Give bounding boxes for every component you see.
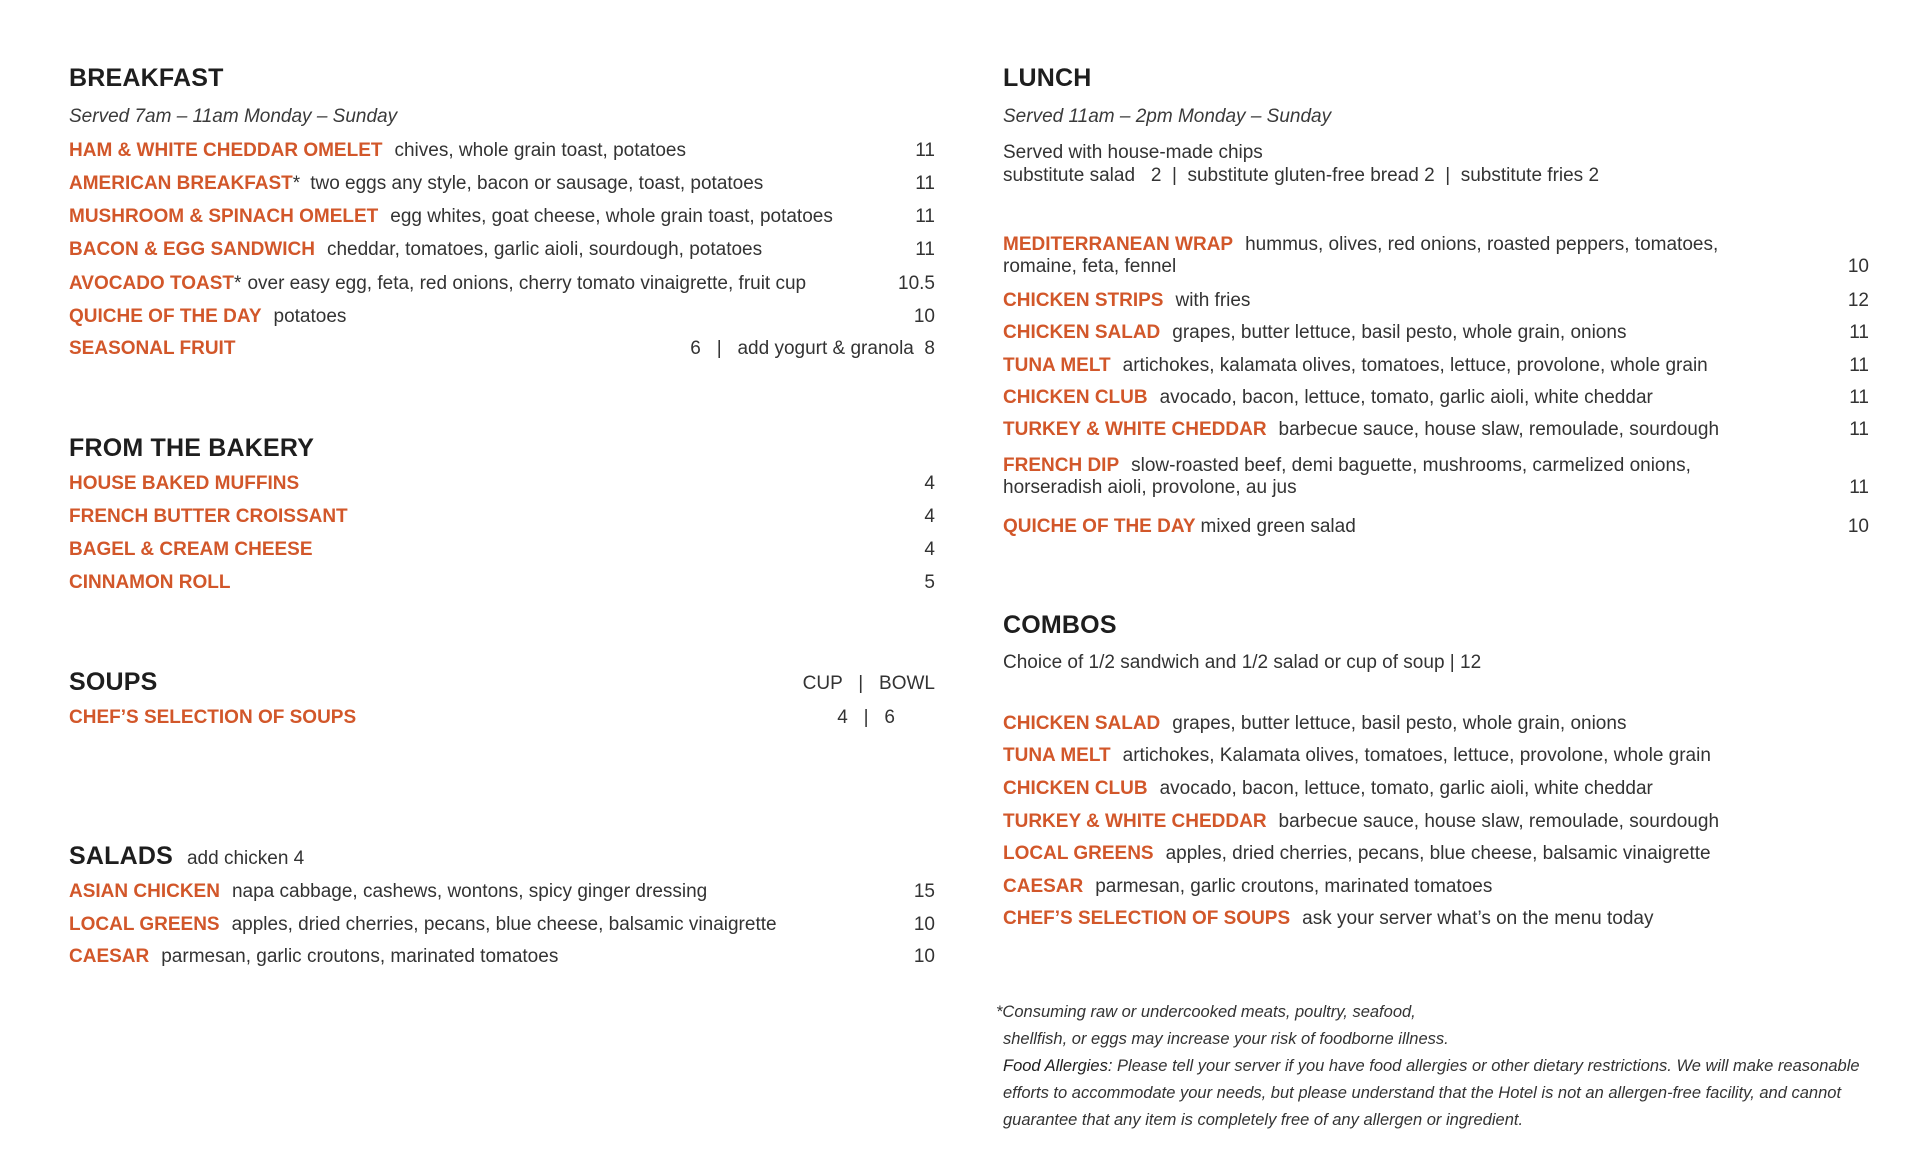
lunch-chips-note: Served with house-made chips xyxy=(1003,142,1263,163)
menu-item xyxy=(69,239,935,265)
item-name: HAM & WHITE CHEDDAR OMELET xyxy=(69,140,383,161)
raw-food-warning-line1: *Consuming raw or undercooked meats, poultry, seafood, xyxy=(996,1003,1416,1021)
item-price: 4 xyxy=(924,506,935,527)
item-description: apples, dried cherries, pecans, blue cheese, balsamic vinaigrette xyxy=(231,914,777,935)
item-price: 4 xyxy=(924,539,935,560)
item-description: barbecue sauce, house slaw, remoulade, sourdough xyxy=(1278,811,1720,832)
food-allergies-label: Food Allergies: xyxy=(1003,1057,1113,1075)
item-description: hummus, olives, red onions, roasted peppers, tomatoes, xyxy=(1245,234,1719,255)
item-description-continued: romaine, feta, fennel xyxy=(1003,256,1177,277)
menu-item xyxy=(1003,516,1869,542)
item-name: TUNA MELT xyxy=(1003,745,1111,766)
item-name: FRENCH BUTTER CROISSANT xyxy=(69,506,348,527)
combo-item xyxy=(1003,843,1869,869)
menu-item xyxy=(69,707,935,733)
item-name: CAESAR xyxy=(69,946,150,967)
lunch-served-hours: Served 11am – 2pm Monday – Sunday xyxy=(1003,106,1332,127)
item-name: MEDITERRANEAN WRAP xyxy=(1003,234,1234,255)
menu-item xyxy=(1003,419,1869,445)
salads-heading-row xyxy=(69,842,304,871)
item-description: mixed green salad xyxy=(1200,516,1356,537)
item-description: over easy egg, feta, red onions, cherry tomato vinaigrette, fruit cup xyxy=(247,273,807,294)
item-name: MUSHROOM & SPINACH OMELET xyxy=(69,206,379,227)
item-description: grapes, butter lettuce, basil pesto, whole grain, onions xyxy=(1172,322,1627,343)
item-description: apples, dried cherries, pecans, blue cheese, balsamic vinaigrette xyxy=(1165,843,1711,864)
item-name: CHICKEN CLUB xyxy=(1003,778,1148,799)
menu-item xyxy=(69,506,935,532)
menu-item xyxy=(69,173,935,199)
item-description: potatoes xyxy=(273,306,347,327)
item-description: egg whites, goat cheese, whole grain toast, potatoes xyxy=(390,206,833,227)
item-description: with fries xyxy=(1175,290,1251,311)
item-name: QUICHE OF THE DAY xyxy=(69,306,262,327)
item-price: 11 xyxy=(915,206,935,227)
lunch-heading: LUNCH xyxy=(1003,64,1092,92)
menu-item xyxy=(1003,290,1869,316)
menu-item xyxy=(69,306,935,332)
item-description: barbecue sauce, house slaw, remoulade, sourdough xyxy=(1278,419,1720,440)
item-price: 4 | 6 xyxy=(837,707,895,728)
raw-food-asterisk: * xyxy=(234,273,242,294)
item-name: QUICHE OF THE DAY xyxy=(1003,516,1196,537)
item-description: parmesan, garlic croutons, marinated tomatoes xyxy=(161,946,559,967)
combo-item xyxy=(1003,745,1869,771)
item-price: 15 xyxy=(913,881,935,902)
item-price: 10 xyxy=(1847,516,1869,537)
item-name: HOUSE BAKED MUFFINS xyxy=(69,473,300,494)
item-name: LOCAL GREENS xyxy=(1003,843,1154,864)
item-price: 11 xyxy=(1849,387,1869,408)
menu-item xyxy=(69,273,935,299)
soup-size-labels: CUP | BOWL xyxy=(802,673,935,694)
item-name: CHICKEN SALAD xyxy=(1003,713,1161,734)
food-allergies-text: Please tell your server if you have food allergies or other dietary restrictions. We will make reasonable efforts to accommodate your needs, but please understand that the Hotel is not an allergen-free facility, and cannot guarantee that any item is completely free of any allergen or ingredient. xyxy=(1003,1057,1860,1129)
item-price: 11 xyxy=(1849,419,1869,440)
item-description: artichokes, Kalamata olives, tomatoes, lettuce, provolone, whole grain xyxy=(1122,745,1711,766)
item-description: ask your server what’s on the menu today xyxy=(1302,908,1654,929)
lunch-substitutions-note: substitute salad 2 | substitute gluten-free bread 2 | substitute fries 2 xyxy=(1003,165,1600,186)
combos-note: Choice of 1/2 sandwich and 1/2 salad or cup of soup | 12 xyxy=(1003,652,1482,673)
menu-item xyxy=(1003,322,1869,348)
item-description: two eggs any style, bacon or sausage, toast, potatoes xyxy=(310,173,764,194)
item-price: 11 xyxy=(915,140,935,161)
item-name: TURKEY & WHITE CHEDDAR xyxy=(1003,419,1267,440)
menu-item xyxy=(1003,455,1869,501)
item-name: TURKEY & WHITE CHEDDAR xyxy=(1003,811,1267,832)
combo-item xyxy=(1003,713,1869,739)
combo-item xyxy=(1003,811,1869,837)
item-price: 10 xyxy=(913,914,935,935)
item-price: 11 xyxy=(915,173,935,194)
food-allergies-notice xyxy=(1003,1053,1863,1134)
menu-item xyxy=(69,473,935,499)
item-price: 5 xyxy=(924,572,935,593)
item-name: CHICKEN STRIPS xyxy=(1003,290,1164,311)
item-description: parmesan, garlic croutons, marinated tomatoes xyxy=(1095,876,1493,897)
menu-item xyxy=(69,914,935,940)
item-price: 10 xyxy=(1847,256,1869,277)
item-description: cheddar, tomatoes, garlic aioli, sourdough, potatoes xyxy=(326,239,763,260)
menu-item xyxy=(69,140,935,166)
menu-item xyxy=(69,539,935,565)
item-name: AMERICAN BREAKFAST xyxy=(69,173,293,194)
item-name: BAGEL & CREAM CHEESE xyxy=(69,539,313,560)
item-name: BACON & EGG SANDWICH xyxy=(69,239,315,260)
item-description-continued: horseradish aioli, provolone, au jus xyxy=(1003,477,1297,498)
item-description: avocado, bacon, lettuce, tomato, garlic aioli, white cheddar xyxy=(1159,778,1653,799)
breakfast-served-hours: Served 7am – 11am Monday – Sunday xyxy=(69,106,398,127)
menu-item xyxy=(69,946,935,972)
combo-item xyxy=(1003,876,1869,902)
item-description: artichokes, kalamata olives, tomatoes, lettuce, provolone, whole grain xyxy=(1122,355,1708,376)
item-description: chives, whole grain toast, potatoes xyxy=(394,140,686,161)
item-name: CAESAR xyxy=(1003,876,1084,897)
menu-item xyxy=(69,206,935,232)
item-name: LOCAL GREENS xyxy=(69,914,220,935)
combo-item xyxy=(1003,778,1869,804)
item-name: FRENCH DIP xyxy=(1003,455,1120,476)
item-price: 6 | add yogurt & granola 8 xyxy=(690,338,935,359)
item-price: 10.5 xyxy=(898,273,935,294)
item-description: grapes, butter lettuce, basil pesto, whole grain, onions xyxy=(1172,713,1627,734)
menu-item xyxy=(1003,234,1869,280)
item-price: 10 xyxy=(913,946,935,967)
item-price: 4 xyxy=(924,473,935,494)
item-price: 11 xyxy=(1849,355,1869,376)
salads-heading: SALADS xyxy=(69,842,173,870)
item-price: 11 xyxy=(1849,322,1869,343)
item-price: 12 xyxy=(1847,290,1869,311)
item-description: slow-roasted beef, demi baguette, mushrooms, carmelized onions, xyxy=(1131,455,1691,476)
item-price: 11 xyxy=(915,239,935,260)
combos-heading: COMBOS xyxy=(1003,611,1117,639)
item-name: CHICKEN SALAD xyxy=(1003,322,1161,343)
item-name: ASIAN CHICKEN xyxy=(69,881,220,902)
bakery-heading: FROM THE BAKERY xyxy=(69,434,315,462)
item-name: SEASONAL FRUIT xyxy=(69,338,236,359)
item-description: napa cabbage, cashews, wontons, spicy ginger dressing xyxy=(231,881,708,902)
item-name: AVOCADO TOAST xyxy=(69,273,235,294)
menu-item xyxy=(1003,355,1869,381)
menu-item xyxy=(69,572,935,598)
item-price: 10 xyxy=(913,306,935,327)
soups-heading: SOUPS xyxy=(69,668,158,696)
item-name: CHEF’S SELECTION OF SOUPS xyxy=(69,707,357,728)
item-price: 11 xyxy=(1849,477,1869,498)
breakfast-heading: BREAKFAST xyxy=(69,64,224,92)
item-name: CINNAMON ROLL xyxy=(69,572,231,593)
raw-food-warning-line2: shellfish, or eggs may increase your risk of foodborne illness. xyxy=(1003,1030,1449,1048)
item-name: CHEF’S SELECTION OF SOUPS xyxy=(1003,908,1291,929)
salads-add-chicken-note: add chicken 4 xyxy=(186,848,305,869)
menu-item xyxy=(69,338,935,364)
combo-item xyxy=(1003,908,1869,934)
menu-item xyxy=(69,881,935,907)
item-name: TUNA MELT xyxy=(1003,355,1111,376)
raw-food-asterisk: * xyxy=(292,173,301,194)
item-description: avocado, bacon, lettuce, tomato, garlic aioli, white cheddar xyxy=(1159,387,1653,408)
menu-item xyxy=(1003,387,1869,413)
item-name: CHICKEN CLUB xyxy=(1003,387,1148,408)
